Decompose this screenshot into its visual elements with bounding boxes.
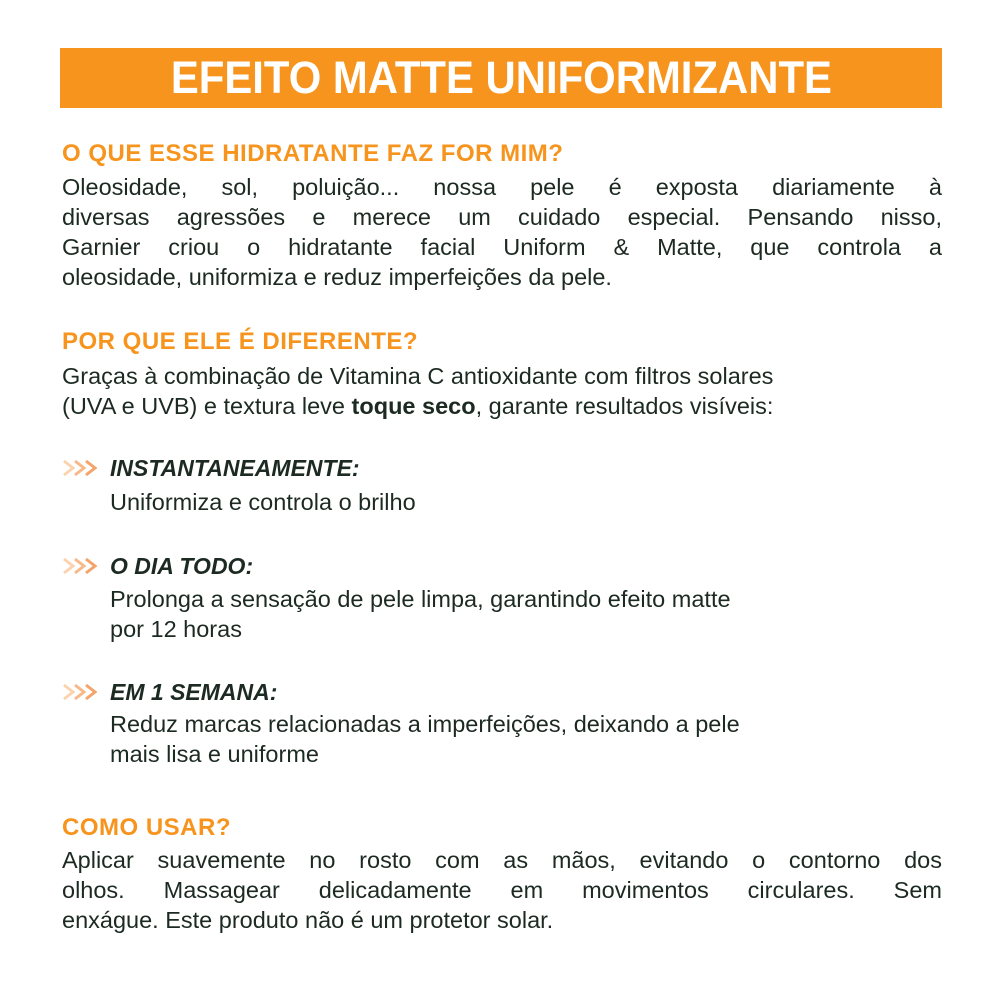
section-heading-why-different: POR QUE ELE É DIFERENTE? — [62, 328, 419, 355]
paragraph-line: enxágue. Este produto não é um protetor solar. — [62, 907, 554, 933]
bold-text: toque seco — [351, 393, 476, 419]
section-text-why-different — [62, 361, 942, 421]
paragraph-line: Aplicar suavemente no rosto com as mãos, evitando o contorno dos — [62, 847, 942, 873]
paragraph-line: diversas agressões e merece um cuidado especial. Pensando nisso, — [62, 204, 942, 230]
section-heading-what-it-does: O QUE ESSE HIDRATANTE FAZ FOR MIM? — [62, 140, 564, 167]
paragraph-line: Graças à combinação de Vitamina C antioxidante com filtros solares — [62, 363, 774, 389]
double-chevron-right-icon — [62, 682, 102, 702]
benefit-title: EM 1 SEMANA: — [110, 678, 278, 705]
benefit-title: O DIA TODO: — [110, 552, 254, 579]
benefit-item-all-day — [62, 551, 253, 581]
benefit-text — [110, 584, 940, 644]
paragraph-line: Oleosidade, sol, poluição... nossa pele é exposta diariamente à — [62, 174, 942, 200]
double-chevron-right-icon — [62, 556, 102, 576]
page-title: EFEITO MATTE UNIFORMIZANTE — [170, 52, 832, 103]
paragraph-line: Garnier criou o hidratante facial Uniform & Matte, que controla a — [62, 234, 942, 260]
benefit-text — [110, 709, 940, 769]
section-text-what-it-does — [62, 172, 942, 292]
benefit-item-one-week — [62, 677, 277, 707]
double-chevron-right-icon — [62, 458, 102, 478]
paragraph-line: Uniformiza e controla o brilho — [110, 489, 416, 515]
paragraph-line: por 12 horas — [110, 616, 242, 642]
paragraph-line: olhos. Massagear delicadamente em movimentos circulares. Sem — [62, 877, 942, 903]
paragraph-line: Prolonga a sensação de pele limpa, garantindo efeito matte — [110, 586, 731, 612]
paragraph-line: mais lisa e uniforme — [110, 741, 319, 767]
benefit-item-instant — [62, 453, 360, 483]
section-heading-how-to-use: COMO USAR? — [62, 814, 231, 841]
text-span: , garante resultados visíveis: — [475, 393, 774, 419]
paragraph-line — [62, 391, 942, 421]
title-banner — [60, 48, 942, 108]
benefit-text — [110, 487, 940, 517]
text-span: (UVA e UVB) e textura leve — [62, 393, 352, 419]
section-text-how-to-use — [62, 845, 942, 935]
benefit-title: INSTANTANEAMENTE: — [110, 454, 360, 481]
paragraph-line: Reduz marcas relacionadas a imperfeições, deixando a pele — [110, 711, 740, 737]
paragraph-line: oleosidade, uniformiza e reduz imperfeições da pele. — [62, 264, 612, 290]
